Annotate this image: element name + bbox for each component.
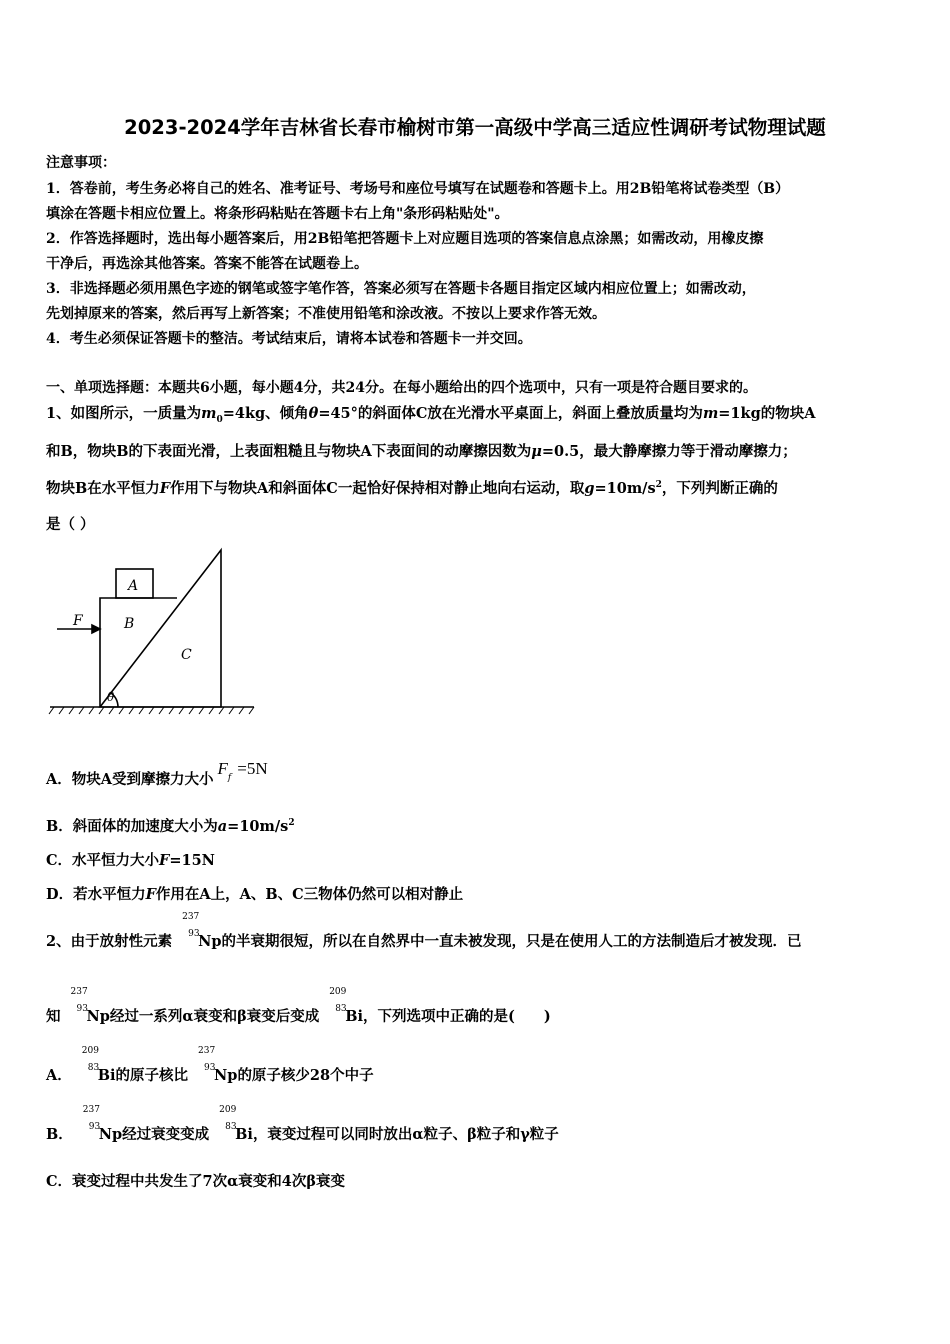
- q2-stem-line2: 知 237 93 Np经过一系列α衰变和β衰变后变成 209 83 Bi，下列选项中正确的是( ): [46, 987, 551, 1025]
- nuclide-np: 237 93: [198, 1046, 216, 1073]
- notice-line: 填涂在答题卡相应位置上。将条形码粘贴在答题卡右上角"条形码粘贴处"。: [46, 206, 509, 222]
- nuclide-np: 237 93: [82, 1105, 101, 1132]
- q1-stem-line4: 是（ ）: [46, 516, 95, 533]
- nuclide-np: 237 93: [182, 912, 200, 939]
- q2-option-c: C．衰变过程中共发生了7次α衰变和4次β衰变: [46, 1173, 346, 1190]
- ground-hatching: [49, 707, 254, 714]
- force-arrowhead: [92, 625, 100, 633]
- nuclide-bi: 209 83: [329, 987, 347, 1014]
- label-theta: θ: [107, 690, 115, 704]
- notice-heading: 注意事项：: [46, 155, 116, 171]
- notice-line: 先划掉原来的答案，然后再写上新答案；不准使用铅笔和涂改液。不按以上要求作答无效。: [46, 306, 606, 322]
- q1-option-c: C．水平恒力大小F=15N: [46, 852, 215, 869]
- q2-option-a: A． 209 83 Bi的原子核比 237 93 Np的原子核少28个中子: [46, 1046, 374, 1084]
- notice-line: 2．作答选择题时，选出每小题答案后，用2B铅笔把答题卡上对应题目选项的答案信息点涂黑；如需改动，用橡皮擦: [46, 231, 764, 247]
- incline-c-shape: [100, 550, 221, 707]
- q1-option-d: D．若水平恒力F作用在A上，A、B、C三物体仍然可以相对静止: [46, 886, 464, 903]
- label-b: B: [124, 616, 135, 632]
- nuclide-np: 237 93: [70, 987, 88, 1014]
- q1-stem-line3: 物块B在水平恒力F作用下与物块A和斜面体C一起恰好保持相对静止地向右运动，取$g=10m/s^2$，下列判断正确的: [46, 480, 778, 497]
- q2-stem-line1: 2、由于放射性元素 237 93 Np的半衰期很短，所以在自然界中一直未被发现，只是在使用人工的方法制造后才被发现．已: [46, 912, 802, 950]
- q2-option-b: B． 237 93 Np经过衰变变成 209 83 Bi，衰变过程可以同时放出α粒子、β粒子和γ粒子: [46, 1105, 559, 1143]
- section-heading: 一、单项选择题：本题共6小题，每小题4分，共24分。在每小题给出的四个选项中，只有一项是符合题目要求的。: [46, 380, 757, 396]
- label-c: C: [181, 647, 192, 663]
- q1-stem-line2: 和B，物块B的下表面光滑，上表面粗糙且与物块A下表面间的动摩擦因数为μ=0.5，最大静摩擦力等于滑动摩擦力；: [46, 443, 797, 460]
- nuclide-bi: 209 83: [219, 1105, 237, 1132]
- nuclide-bi: 209 83: [81, 1046, 100, 1073]
- incline-figure: [40, 540, 260, 722]
- label-a: A: [128, 578, 139, 594]
- notice-line: 干净后，再选涂其他答案。答案不能答在试题卷上。: [46, 256, 368, 272]
- notice-line: 4．考生必须保证答题卡的整洁。考试结束后，请将本试卷和答题卡一并交回。: [46, 331, 532, 347]
- label-f: F: [73, 613, 83, 629]
- notice-line: 3．非选择题必须用黑色字迹的钢笔或签字笔作答，答案必须写在答题卡各题目指定区域内相应位置上；如需改动，: [46, 281, 756, 297]
- q1-option-b: B．斜面体的加速度大小为$a=10m/s^2$: [46, 818, 295, 835]
- page-title: 2023-2024学年吉林省长春市榆树市第一高级中学高三适应性调研考试物理试题: [124, 116, 826, 139]
- notice-line: 1．答卷前，考生务必将自己的姓名、准考证号、考场号和座位号填写在试题卷和答题卡上。用2B铅笔将试卷类型（B）: [46, 181, 790, 197]
- q1-stem-line1: 1、如图所示，一质量为$m_0=4kg$、倾角θ=45°的斜面体C放在光滑水平桌面上，斜面上叠放质量均为m=1kg的物块A: [46, 405, 816, 425]
- q1-option-a: A．物块A受到摩擦力大小$F_f =5N$: [46, 759, 268, 788]
